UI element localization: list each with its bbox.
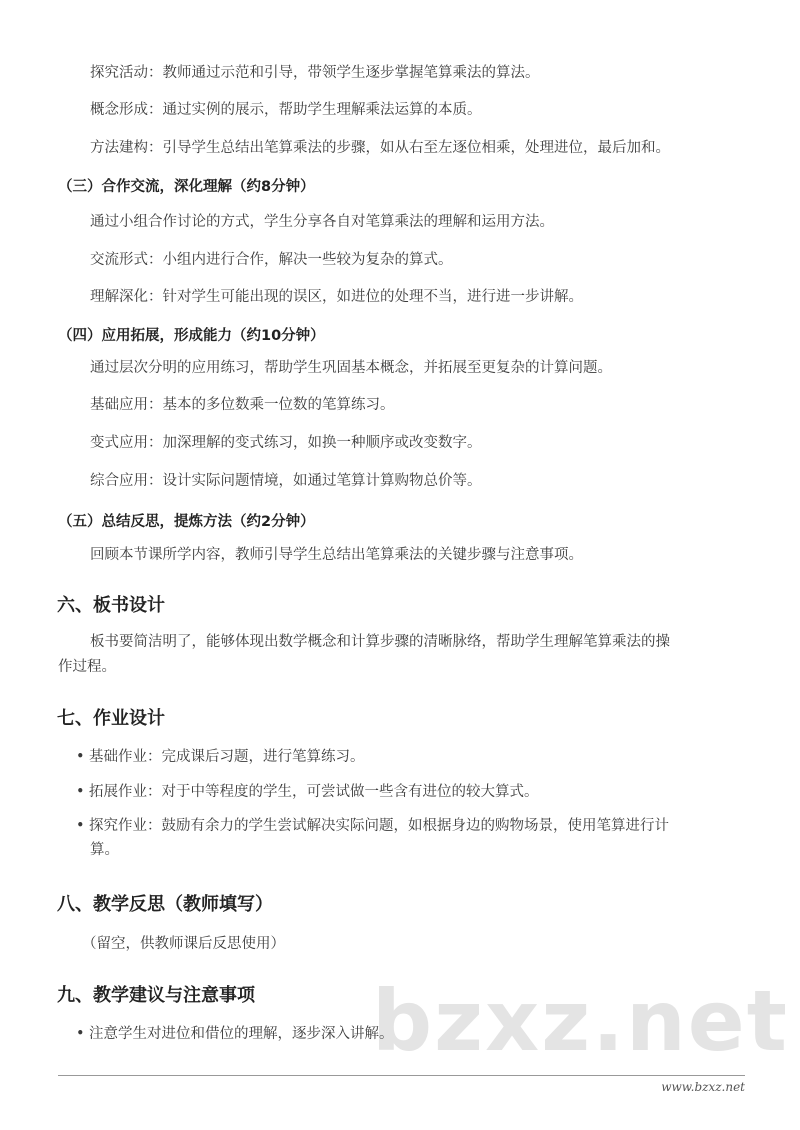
paragraph: 变式应用：加深理解的变式练习，如换一种顺序或改变数字。 (90, 435, 482, 451)
list-item (76, 782, 539, 802)
bullet-icon: • (76, 784, 85, 800)
paragraph: 方法建构：引导学生总结出笔算乘法的步骤，如从右至左逐位相乘，处理进位，最后加和。 (90, 140, 670, 156)
paragraph: 通过层次分明的应用练习，帮助学生巩固基本概念，并拓展至更复杂的计算问题。 (90, 360, 612, 376)
list-item-text: 拓展作业：对于中等程度的学生，可尝试做一些含有进位的较大算式。 (89, 784, 539, 800)
paragraph: 概念形成：通过实例的展示，帮助学生理解乘法运算的本质。 (90, 102, 482, 118)
list-item (76, 816, 669, 836)
watermark: bzxz.net (372, 972, 789, 1070)
paragraph: 板书要简洁明了，能够体现出数学概念和计算步骤的清晰脉络，帮助学生理解笔算乘法的操 (90, 634, 670, 650)
paragraph: 探究活动：教师通过示范和引导，带领学生逐步掌握笔算乘法的算法。 (90, 65, 540, 81)
paragraph: 基础应用：基本的多位数乘一位数的笔算练习。 (90, 397, 395, 413)
section-heading: 九、教学建议与注意事项 (57, 985, 255, 1006)
bullet-icon: • (76, 1026, 85, 1042)
section-heading: 七、作业设计 (57, 708, 165, 729)
paragraph: 交流形式：小组内进行合作，解决一些较为复杂的算式。 (90, 252, 453, 268)
paragraph: 通过小组合作讨论的方式，学生分享各自对笔算乘法的理解和运用方法。 (90, 214, 554, 230)
paragraph: 回顾本节课所学内容，教师引导学生总结出笔算乘法的关键步骤与注意事项。 (90, 547, 583, 563)
subheading: （三）合作交流，深化理解（约8分钟） (58, 179, 315, 195)
subheading: （五）总结反思，提炼方法（约2分钟） (58, 514, 315, 530)
list-item-text: 探究作业：鼓励有余力的学生尝试解决实际问题，如根据身边的购物场景，使用笔算进行计 (89, 818, 669, 834)
list-item-continuation: 算。 (90, 842, 119, 858)
paragraph: 综合应用：设计实际问题情境，如通过笔算计算购物总价等。 (90, 473, 482, 489)
list-item (76, 1024, 394, 1044)
paragraph: （留空，供教师课后反思使用） (82, 936, 285, 952)
list-item-text: 注意学生对进位和借位的理解，逐步深入讲解。 (89, 1026, 394, 1042)
paragraph: 理解深化：针对学生可能出现的误区，如进位的处理不当，进行进一步讲解。 (90, 289, 583, 305)
bullet-icon: • (76, 749, 85, 765)
section-heading: 八、教学反思（教师填写） (57, 894, 273, 915)
footer-divider (58, 1075, 745, 1076)
paragraph-continuation: 作过程。 (58, 659, 116, 675)
subheading: （四）应用拓展，形成能力（约10分钟） (58, 328, 325, 344)
section-heading: 六、板书设计 (57, 595, 165, 616)
bullet-icon: • (76, 818, 85, 834)
list-item-text: 基础作业：完成课后习题，进行笔算练习。 (89, 749, 365, 765)
footer-url: www.bzxz.net (661, 1080, 745, 1094)
list-item (76, 747, 365, 767)
